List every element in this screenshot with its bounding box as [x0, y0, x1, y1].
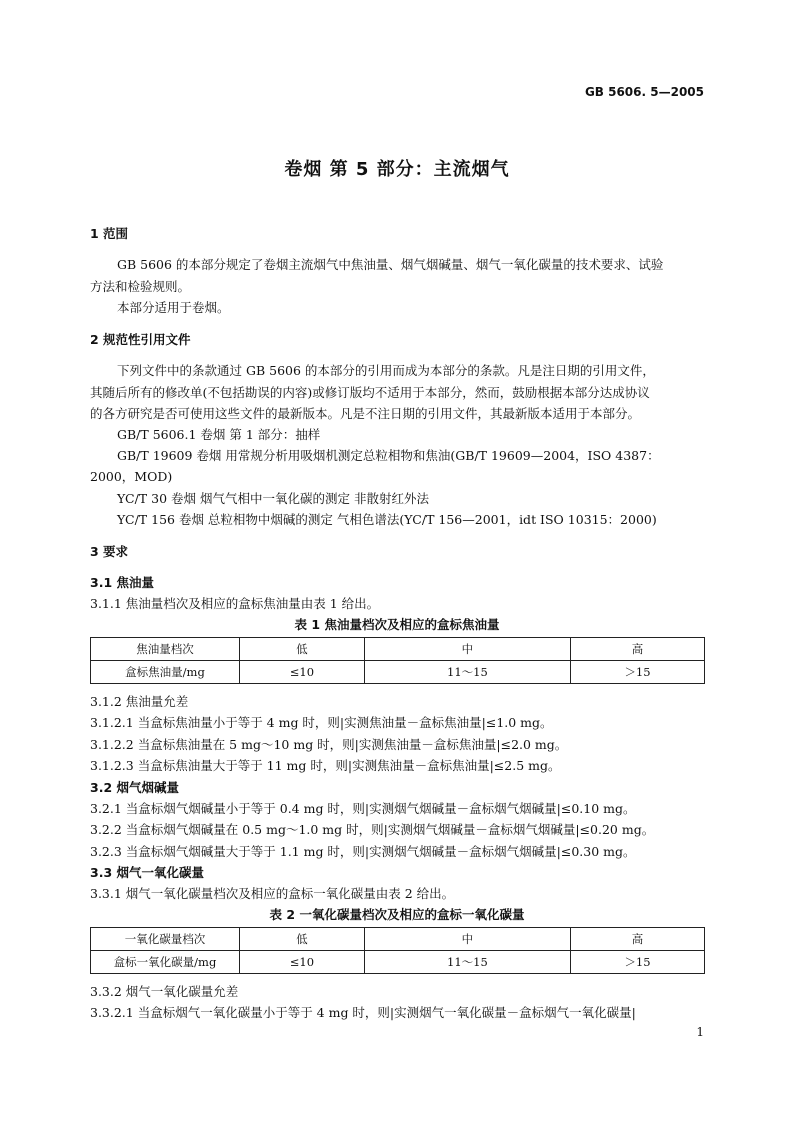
page-title: 卷烟 第 5 部分：主流烟气 — [284, 159, 510, 180]
clause-text: 3.2.1 当盒标烟气烟碱量小于等于 0.4 mg 时，则|实测烟气烟碱量－盒标烟气烟碱量|≤0.10 mg。 — [90, 801, 636, 816]
clause-text: 3.1.1 焦油量档次及相应的盒标焦油量由表 1 给出。 — [90, 596, 380, 611]
clause-text: 3.2.2 当盒标烟气烟碱量在 0.5 mg～1.0 mg 时，则|实测烟气烟碱量－盒标烟气烟碱量|≤0.20 mg。 — [90, 822, 655, 837]
clause-text: 3.1.2.2 当盒标焦油量在 5 mg～10 mg 时，则|实测焦油量－盒标焦油量|≤2.0 mg。 — [90, 737, 568, 752]
table-row — [91, 928, 705, 951]
table-2-caption: 表 2 一氧化碳量档次及相应的盒标一氧化碳量 — [269, 907, 525, 922]
clause-text: 3.3.2.1 当盒标烟气一氧化碳量小于等于 4 mg 时，则|实测烟气一氧化碳量－盒标烟气一氧化碳量| — [90, 1005, 636, 1020]
clause-text: 3.1.2.1 当盒标焦油量小于等于 4 mg 时，则|实测焦油量－盒标焦油量|≤1.0 mg。 — [90, 715, 553, 730]
reference-item: GB/T 19609 卷烟 用常规分析用吸烟机测定总粒相物和焦油(GB/T 19609—2004，ISO 4387： — [117, 448, 660, 463]
table-cell: 盒标焦油量/mg — [91, 661, 240, 684]
table-cell: 盒标一氧化碳量/mg — [91, 951, 240, 974]
table-cell: 高 — [571, 928, 705, 951]
clause-text: 3.1.2.3 当盒标焦油量大于等于 11 mg 时，则|实测焦油量－盒标焦油量|≤2.5 mg。 — [90, 758, 561, 773]
section-1-heading: 1 范围 — [90, 226, 129, 241]
table-1 — [90, 637, 705, 684]
table-cell: 11～15 — [364, 951, 570, 974]
s2-paragraph-line: 的各方研究是否可使用这些文件的最新版本。凡是不注日期的引用文件，其最新版本适用于本部分。 — [90, 406, 641, 421]
reference-item: 2000，MOD) — [90, 469, 173, 484]
table-cell: ＞15 — [571, 661, 705, 684]
section-3-heading: 3 要求 — [90, 544, 129, 559]
subsection-heading: 3.3 烟气一氧化碳量 — [90, 865, 204, 880]
table-cell: ≤10 — [240, 661, 365, 684]
clause-text: 3.3.2 烟气一氧化碳量允差 — [90, 984, 239, 999]
table-row — [91, 951, 705, 974]
table-cell: 11～15 — [364, 661, 570, 684]
subsection-heading: 3.1 焦油量 — [90, 575, 154, 590]
s1-paragraph-line: 本部分适用于卷烟。 — [117, 300, 230, 315]
table-cell: 焦油量档次 — [91, 638, 240, 661]
table-cell: 中 — [364, 638, 570, 661]
table-cell: ≤10 — [240, 951, 365, 974]
clause-text: 3.2.3 当盒标烟气烟碱量大于等于 1.1 mg 时，则|实测烟气烟碱量－盒标烟气烟碱量|≤0.30 mg。 — [90, 844, 636, 859]
table-row — [91, 638, 705, 661]
reference-item: GB/T 5606.1 卷烟 第 1 部分：抽样 — [117, 427, 321, 442]
reference-item: YC/T 156 卷烟 总粒相物中烟碱的测定 气相色谱法(YC/T 156—2001，idt ISO 10315：2000) — [117, 512, 657, 527]
clause-text: 3.3.1 烟气一氧化碳量档次及相应的盒标一氧化碳量由表 2 给出。 — [90, 886, 455, 901]
clause-text: 3.1.2 焦油量允差 — [90, 694, 189, 709]
s2-paragraph-line: 下列文件中的条款通过 GB 5606 的本部分的引用而成为本部分的条款。凡是注日期的引用文件， — [117, 363, 655, 378]
s2-paragraph-line: 其随后所有的修改单(不包括勘误的内容)或修订版均不适用于本部分，然而，鼓励根据本部分达成协议 — [90, 385, 650, 400]
table-1-caption: 表 1 焦油量档次及相应的盒标焦油量 — [294, 617, 500, 632]
table-cell: 低 — [240, 638, 365, 661]
table-row — [91, 661, 705, 684]
section-2-heading: 2 规范性引用文件 — [90, 332, 191, 347]
s1-paragraph-line: GB 5606 的本部分规定了卷烟主流烟气中焦油量、烟气烟碱量、烟气一氧化碳量的技术要求、试验 — [117, 257, 664, 272]
table-cell: ＞15 — [571, 951, 705, 974]
table-2 — [90, 927, 705, 974]
table-cell: 中 — [364, 928, 570, 951]
s1-paragraph-line: 方法和检验规则。 — [90, 279, 191, 294]
reference-item: YC/T 30 卷烟 烟气气相中一氧化碳的测定 非散射红外法 — [117, 491, 429, 506]
table-cell: 一氧化碳量档次 — [91, 928, 240, 951]
table-cell: 低 — [240, 928, 365, 951]
table-cell: 高 — [571, 638, 705, 661]
subsection-heading: 3.2 烟气烟碱量 — [90, 780, 179, 795]
standard-code: GB 5606. 5—2005 — [584, 85, 704, 99]
page-number: 1 — [696, 1025, 704, 1039]
